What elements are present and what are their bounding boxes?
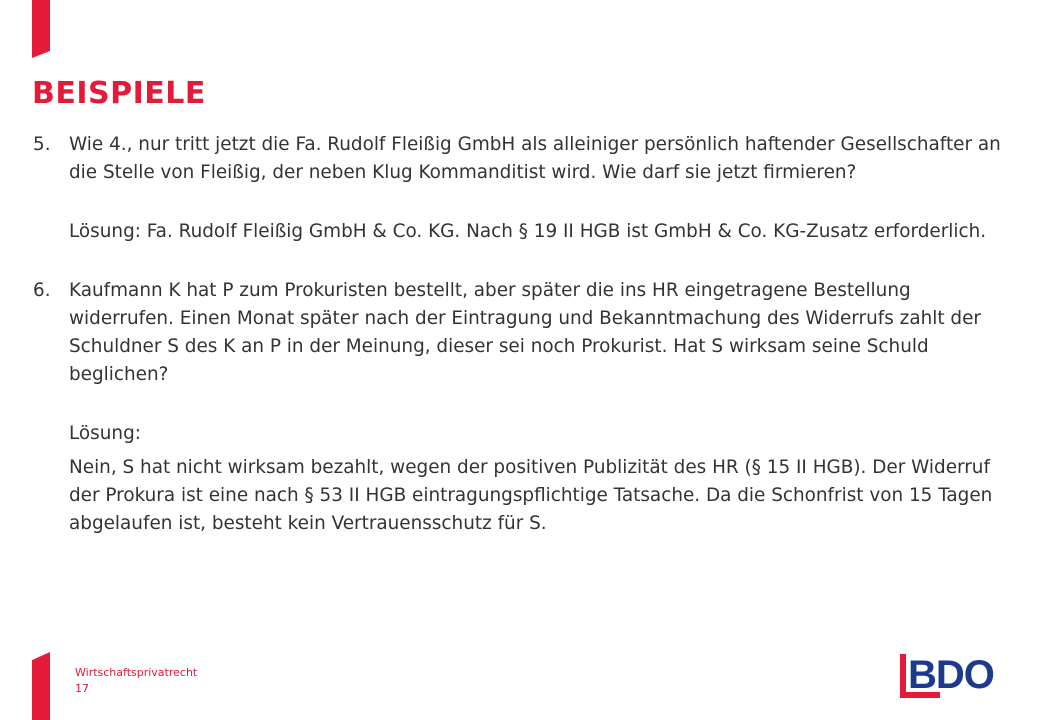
page-number: 17 <box>75 682 89 695</box>
item-number: 5. <box>33 134 51 155</box>
logo-text: BDO <box>908 653 994 697</box>
example-item-6 <box>33 277 1018 538</box>
solution-text: Lösung: Fa. Rudolf Fleißig GmbH & Co. KG. Nach § 19 II HGB ist GmbH & Co. KG-Zusatz erforderlich. <box>69 221 987 242</box>
footer-subject: Wirtschaftsprivatrecht <box>75 666 198 679</box>
solution-label: Lösung: <box>69 423 141 444</box>
slide-content <box>33 131 1018 538</box>
top-accent-bar <box>32 0 50 58</box>
item-body <box>69 131 1018 246</box>
question-text: Wie 4., nur tritt jetzt die Fa. Rudolf Fleißig GmbH als alleiniger persönlich haftender Gesellschafter an die Stelle von Fleißig, der neben Klug Kommanditist wird. Wie darf sie jetzt firmieren? <box>69 134 1001 183</box>
logo-red-bar <box>900 654 906 698</box>
footer <box>75 665 197 697</box>
slide-title: BEISPIELE <box>32 76 206 111</box>
solution-text: Nein, S hat nicht wirksam bezahlt, wegen der positiven Publizität des HR (§ 15 II HGB). Der Widerruf der Prokura ist eine nach § 53 II HGB eintragungspflichtige Tatsache. Da die Schonfrist von 15 Tagen abgelaufen ist, besteht kein Vertrauensschutz für S. <box>69 457 993 534</box>
bottom-accent-bar <box>32 652 50 720</box>
item-number: 6. <box>33 280 51 301</box>
question-text: Kaufmann K hat P zum Prokuristen bestellt, aber später die ins HR eingetragene Bestellung widerrufen. Einen Monat später nach der Eintragung und Bekanntmachung des Widerrufs zahlt der Schuldner S des K an P in der Meinung, dieser sei noch Prokurist. Hat S wirksam seine Schuld beglichen? <box>69 280 981 385</box>
bdo-logo <box>900 652 1008 698</box>
item-body <box>69 277 1018 538</box>
example-item-5 <box>33 131 1018 246</box>
